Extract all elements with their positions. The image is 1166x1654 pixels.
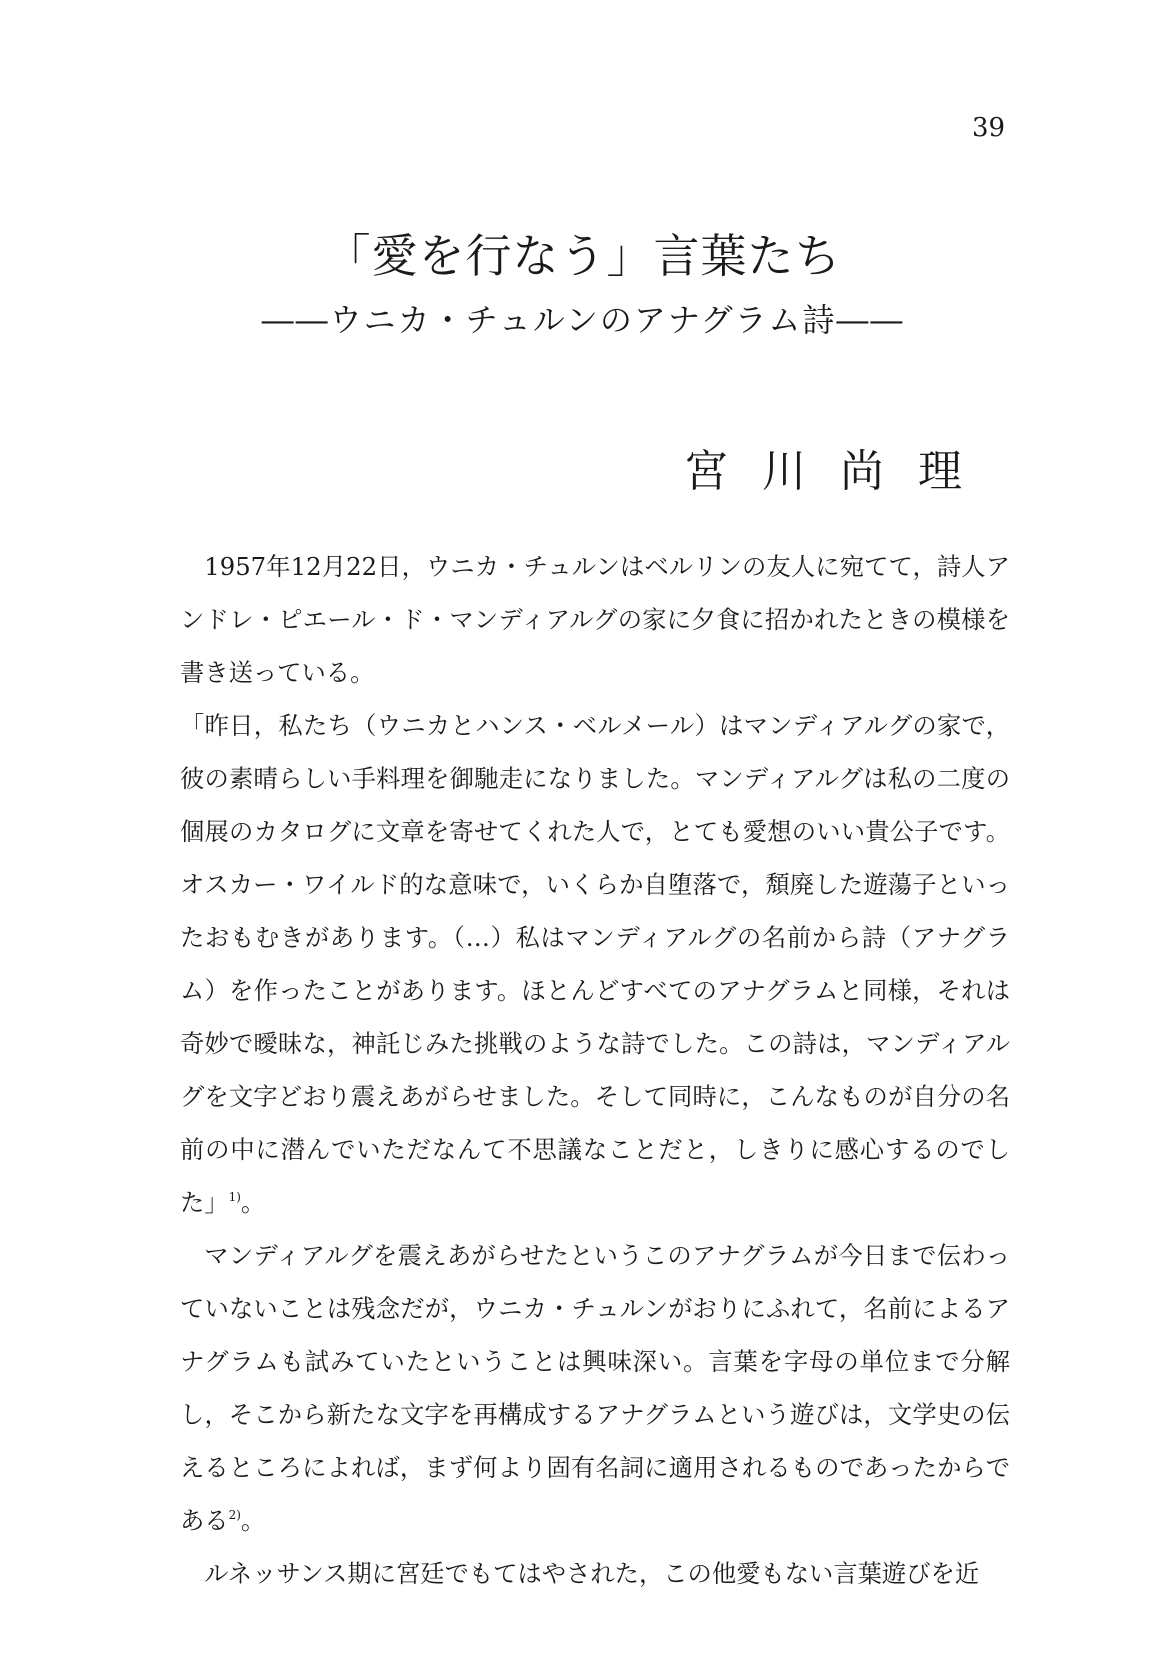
- paragraph-4: ルネッサンス期に宮廷でもてはやされた，この他愛もない言葉遊びを近: [204, 1559, 980, 1588]
- body-text: [180, 540, 1010, 1600]
- paragraph-1: 1957年12月22日，ウニカ・チュルンはベルリンの友人に宛てて，詩人アンドレ・ピエール・ド・マンディアルグの家に夕食に招かれたときの模様を書き送っている。: [180, 552, 1010, 687]
- page-number: 39: [972, 113, 1006, 143]
- paragraph-3: マンディアルグを震えあがらせたというこのアナグラムが今日まで伝わっていないことは残念だが，ウニカ・チュルンがおりにふれて，名前によるアナグラムも試みていたということは興味深い。言葉を字母の単位まで分解し，そこから新たな文字を再構成するアナグラムという遊びは，文学史の伝えるところによれば，まず何より固有名詞に適用されるものであったからである$^{2)}$。: [180, 1241, 1010, 1535]
- author-name: 宮川尚理: [684, 446, 996, 497]
- footnote-ref-2[interactable]: 2): [228, 1508, 241, 1522]
- article-title: 「愛を行なう」言葉たち: [324, 229, 842, 283]
- article-subtitle: ――ウニカ・チュルンのアナグラム詩――: [261, 301, 905, 339]
- footnote-ref-1[interactable]: 1): [228, 1190, 241, 1204]
- paragraph-2-quote: 「昨日，私たち（ウニカとハンス・ベルメール）はマンディアルグの家で，彼の素晴らしい手料理を御馳走になりました。マンディアルグは私の二度の個展のカタログに文章を寄せてくれた人で，とても愛想のいい貴公子です。オスカー・ワイルド的な意味で，いくらか自堕落で，頽廃した遊蕩子といったおもむきがあります。（…）私はマンディアルグの名前から詩（アナグラム）を作ったことがあります。ほとんどすべてのアナグラムと同様，それは奇妙で曖昧な，神託じみた挑戦のような詩でした。この詩は，マンディアルグを文字どおり震えあがらせました。そして同時に，こんなものが自分の名前の中に潜んでいただなんて不思議なことだと，しきりに感心するのでした」$^{1)}$。: [180, 711, 1010, 1217]
